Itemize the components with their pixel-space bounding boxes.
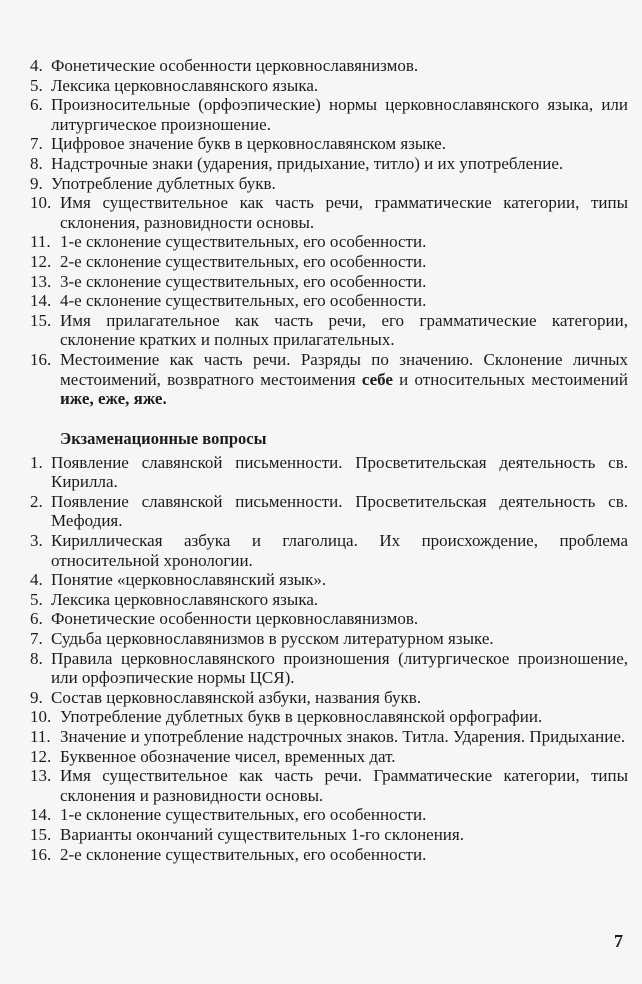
item-number: 7. <box>30 134 47 154</box>
item-number: 12. <box>30 251 56 271</box>
list-item <box>30 688 628 708</box>
list-item <box>30 570 628 590</box>
list-item <box>30 134 628 154</box>
item-number: 12. <box>30 746 56 766</box>
item-number: 5. <box>30 75 47 95</box>
page-number: 7 <box>614 931 623 951</box>
item-text: Употребление дублетных букв в церковнославянской орфографии. <box>60 707 543 727</box>
list-item <box>30 311 628 350</box>
item-text: 1-е склонение существительных, его особенности. <box>60 232 427 252</box>
item-number: 13. <box>30 271 56 291</box>
item-text <box>60 350 628 409</box>
list-item <box>30 95 628 134</box>
item-number: 15. <box>30 824 56 844</box>
item-text: Значение и употребление надстрочных знаков. Титла. Ударения. Придыхание. <box>60 727 626 746</box>
item-text: Состав церковнославянской азбуки, названия букв. <box>51 687 422 707</box>
item-number: 4. <box>30 570 47 590</box>
list-item <box>30 590 628 610</box>
list-item <box>30 629 628 649</box>
item-text: Имя прилагательное как часть речи, его грамматические категории, склонение кратких и полных прилагательных. <box>60 310 628 350</box>
list-item <box>30 76 628 96</box>
item-text: Имя существительное как часть речи. Грамматические категории, типы склонения и разновидности основы. <box>60 766 628 805</box>
item-text-part: и относительных местоимений <box>392 369 628 389</box>
list-item <box>30 154 628 174</box>
topics-list <box>30 56 628 409</box>
item-number: 16. <box>30 844 56 864</box>
list-item <box>30 845 628 865</box>
item-number: 15. <box>30 310 56 330</box>
item-number: 2. <box>30 491 47 511</box>
item-text: 3-е склонение существительных, его особенности. <box>60 271 427 291</box>
item-text: Лексика церковнославянского языка. <box>51 589 319 609</box>
list-item <box>30 350 628 409</box>
item-text: Лексика церковнославянского языка. <box>51 75 319 95</box>
item-text: Варианты окончаний существительных 1-го склонения. <box>60 824 464 844</box>
item-number: 5. <box>30 589 47 609</box>
item-number: 8. <box>30 648 47 668</box>
item-text: Имя существительное как часть речи, грамматические категории, типы склонения, разновидности основы. <box>60 193 628 232</box>
item-number: 11. <box>30 232 55 252</box>
list-item <box>30 56 628 76</box>
bold-term: себе <box>361 369 393 389</box>
list-item <box>30 291 628 311</box>
item-number: 6. <box>30 95 47 115</box>
list-item <box>30 531 628 570</box>
item-text: Понятие «церковнославянский язык». <box>51 570 327 590</box>
item-text-part: Местоимение как часть речи. Разряды по значению. Склонение личных местоимений, возвратного местоимения <box>60 349 628 389</box>
item-number: 6. <box>30 609 47 629</box>
list-item <box>30 707 628 727</box>
list-item <box>30 232 628 252</box>
item-number: 10. <box>30 193 56 213</box>
list-item <box>30 609 628 629</box>
item-number: 10. <box>30 707 56 727</box>
item-number: 3. <box>30 531 47 551</box>
item-text: Буквенное обозначение чисел, временных дат. <box>60 746 396 766</box>
item-text: Надстрочные знаки (ударения, придыхание, титло) и их употребление. <box>51 153 564 173</box>
item-text: Кириллическая азбука и глаголица. Их происхождение, проблема относительной хронологии. <box>51 531 628 570</box>
item-text: 2-е склонение существительных, его особенности. <box>60 251 427 271</box>
item-number: 8. <box>30 153 47 173</box>
item-text: Произносительные (орфоэпические) нормы церковнославянского языка, или литургическое произношение. <box>51 95 628 134</box>
item-text: Появление славянской письменности. Просветительская деятельность св. Кирилла. <box>51 452 628 492</box>
item-text: Фонетические особенности церковнославянизмов. <box>51 56 419 75</box>
item-text: Употребление дублетных букв. <box>51 173 276 193</box>
list-item <box>30 453 628 492</box>
item-number: 11. <box>30 727 55 746</box>
item-number: 14. <box>30 805 56 825</box>
item-text: 2-е склонение существительных, его особенности. <box>60 844 427 864</box>
list-item <box>30 174 628 194</box>
section-heading: Экзаменационные вопросы <box>60 428 267 448</box>
item-text: Фонетические особенности церковнославянизмов. <box>51 609 419 629</box>
item-number: 1. <box>30 452 47 472</box>
item-text: 4-е склонение существительных, его особенности. <box>60 291 427 311</box>
item-text: Цифровое значение букв в церковнославянском языке. <box>51 134 446 154</box>
item-number: 16. <box>30 349 56 369</box>
item-number: 9. <box>30 687 47 707</box>
list-item <box>30 252 628 272</box>
list-item <box>30 272 628 292</box>
page-content <box>30 56 628 864</box>
item-number: 9. <box>30 173 47 193</box>
exam-questions-list <box>30 453 628 864</box>
item-text: 1-е склонение существительных, его особенности. <box>60 805 427 825</box>
item-text: Появление славянской письменности. Просветительская деятельность св. Мефодия. <box>51 491 628 531</box>
item-text: Правила церковнославянского произношения (литургическое произношение, или орфоэпические нормы ЦСЯ). <box>51 648 628 688</box>
list-item <box>30 727 628 747</box>
bold-term: иже, еже, яже. <box>60 389 167 409</box>
item-number: 7. <box>30 629 47 649</box>
list-item <box>30 805 628 825</box>
list-item <box>30 193 628 232</box>
list-item <box>30 747 628 767</box>
list-item <box>30 766 628 805</box>
item-number: 14. <box>30 291 56 311</box>
item-number: 13. <box>30 766 56 786</box>
list-item <box>30 649 628 688</box>
list-item <box>30 825 628 845</box>
item-number: 4. <box>30 56 47 75</box>
item-text: Судьба церковнославянизмов в русском литературном языке. <box>51 629 494 649</box>
list-item <box>30 492 628 531</box>
